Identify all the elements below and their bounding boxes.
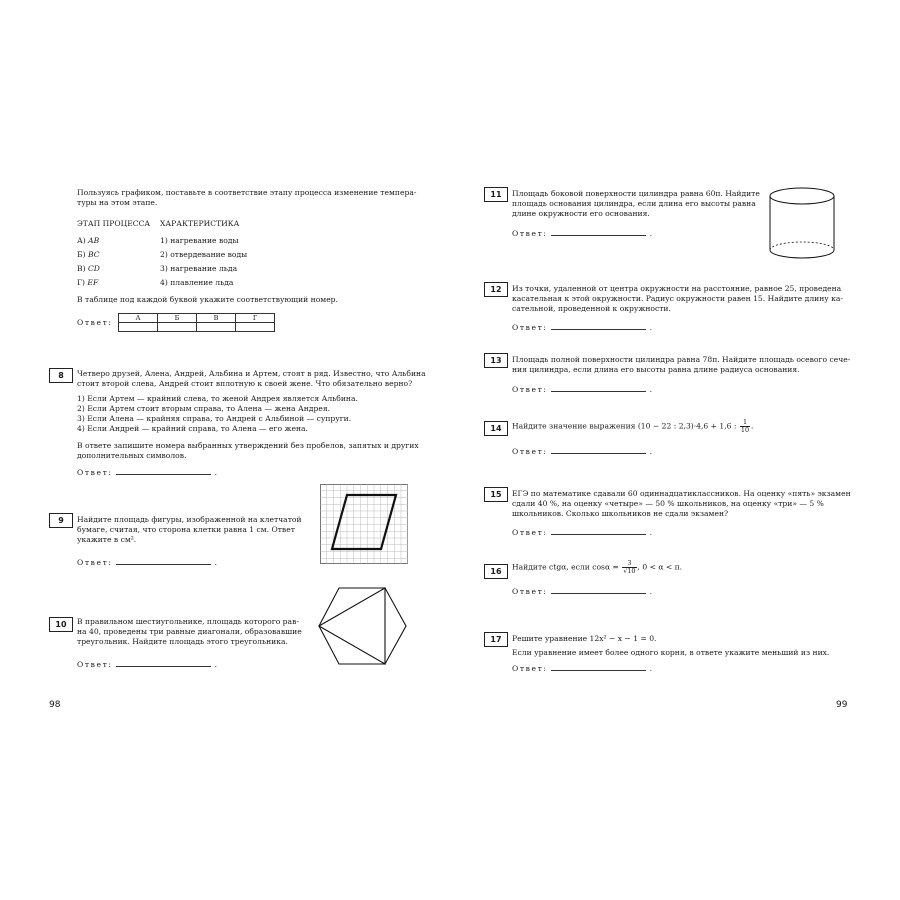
task9-answer-field[interactable] — [116, 556, 211, 565]
stage-a: А) AB — [77, 236, 100, 245]
task-number-16: 16 — [484, 564, 508, 579]
task10-answer: Ответ: . — [77, 660, 217, 669]
task7-answer-table[interactable] — [118, 313, 275, 332]
task16-text: Найдите ctgα, если cosα = $\frac{3}{√10}$ , 0 < α < π. — [512, 559, 683, 575]
task8-note-line2: дополнительных символов. — [77, 451, 187, 460]
task-number-15: 15 — [484, 487, 508, 502]
answer-cell-b[interactable] — [158, 323, 197, 332]
task10-answer-field[interactable] — [116, 658, 211, 667]
characteristic-4: 4) плавление льда — [160, 278, 234, 287]
task-number-10: 10 — [49, 617, 73, 632]
task17-answer-field[interactable] — [551, 662, 646, 671]
task14-answer: Ответ: . — [512, 447, 652, 456]
task11-text-line3: длине окружности его основания. — [512, 209, 650, 218]
task8-option-1: 1) Если Артем — крайний слева, то женой Андрея является Альбина. — [77, 394, 358, 403]
task-number-12: 12 — [484, 282, 508, 297]
task8-text-line1: Четверо друзей, Алена, Андрей, Альбина и Артем, стоят в ряд. Известно, что Альбина — [77, 369, 426, 378]
task12-text-line3: сательной, проведенной к окружности. — [512, 304, 671, 313]
stage-column-header: ЭТАП ПРОЦЕССА — [77, 219, 151, 228]
answer-cell-a[interactable] — [119, 323, 158, 332]
task8-answer: Ответ: . — [77, 468, 217, 477]
characteristic-column-header: ХАРАКТЕРИСТИКА — [160, 219, 240, 228]
task10-text-line2: на 40, проведены три равные диагонали, образовавшие — [77, 627, 302, 636]
stage-d: Г) EF — [77, 278, 99, 287]
task9-text-line2: бумаге, считая, что сторона клетки равна 1 см. Ответ — [77, 525, 295, 534]
task-number-13: 13 — [484, 353, 508, 368]
task8-option-2: 2) Если Артем стоит вторым справа, то Алена — жена Андрея. — [77, 404, 331, 413]
task11-answer: Ответ: . — [512, 229, 652, 238]
characteristic-1: 1) нагревание воды — [160, 236, 239, 245]
task12-answer-field[interactable] — [551, 321, 646, 330]
task13-answer-field[interactable] — [551, 383, 646, 392]
task-number-8: 8 — [49, 368, 73, 383]
task10-text-line3: треугольник. Найдите площадь этого треугольника. — [77, 637, 288, 646]
task8-answer-field[interactable] — [116, 466, 211, 475]
task-number-17: 17 — [484, 632, 508, 647]
task11-answer-field[interactable] — [551, 227, 646, 236]
page-number-right: 99 — [836, 700, 848, 710]
task16-fraction: $\frac{3}{√10}$ — [623, 559, 636, 575]
task12-text-line1: Из точки, удаленной от центра окружности на расстояние, равное 25, проведена — [512, 284, 842, 293]
task7-table-hint: В таблице под каждой буквой укажите соответствующий номер. — [77, 295, 338, 304]
task9-text-line3: укажите в см². — [77, 535, 137, 544]
characteristic-3: 3) нагревание льда — [160, 264, 238, 273]
task15-text-line1: ЕГЭ по математике сдавали 60 одиннадцатиклассников. На оценку «пять» экзамен — [512, 489, 851, 498]
grid-parallelogram-figure — [320, 484, 408, 564]
stage-c: В) CD — [77, 264, 100, 273]
task15-text-line3: школьников. Сколько школьников не сдали экзамен? — [512, 509, 729, 518]
task15-text-line2: сдали 40 %, на оценку «четыре» — 50 % школьников, на оценку «три» — 5 % — [512, 499, 824, 508]
task13-text-line2: ния цилиндра, если длина его высоты равна длине радиуса основания. — [512, 365, 800, 374]
task9-answer: Ответ: . — [77, 558, 217, 567]
task7-intro-line1: Пользуясь графиком, поставьте в соответствие этапу процесса изменение темпера- — [77, 188, 417, 197]
task10-text-line1: В правильном шестиугольнике, площадь которого рав- — [77, 617, 299, 626]
task12-answer: Ответ: . — [512, 323, 652, 332]
task14-answer-field[interactable] — [551, 445, 646, 454]
task8-option-4: 4) Если Андрей — крайний справа, то Алена — его жена. — [77, 424, 308, 433]
task15-answer: Ответ: . — [512, 528, 652, 537]
task15-answer-field[interactable] — [551, 526, 646, 535]
cylinder-figure — [766, 184, 838, 264]
task11-text-line1: Площадь боковой поверхности цилиндра равна 60π. Найдите — [512, 189, 760, 198]
task11-text-line2: площадь основания цилиндра, если длина его высоты равна — [512, 199, 756, 208]
answer-table-header-a: А — [119, 314, 158, 323]
answer-cell-g[interactable] — [236, 323, 275, 332]
task16-answer-field[interactable] — [551, 585, 646, 594]
task14-fraction: $\frac{1}{10}$ — [740, 418, 750, 434]
task-number-9: 9 — [49, 513, 73, 528]
task7-intro-line2: туры на этом этапе. — [77, 198, 158, 207]
answer-table-header-b: Б — [158, 314, 197, 323]
task16-answer: Ответ: . — [512, 587, 652, 596]
answer-cell-v[interactable] — [197, 323, 236, 332]
task17-text-line2: Если уравнение имеет более одного корня, в ответе укажите меньший из них. — [512, 648, 830, 657]
answer-table-header-v: В — [197, 314, 236, 323]
characteristic-2: 2) отвердевание воды — [160, 250, 248, 259]
task7-answer-label: Ответ: — [77, 318, 113, 327]
task17-answer: Ответ: . — [512, 664, 652, 673]
task8-text-line2: стоит второй слева, Андрей стоит вплотную к своей жене. Что обязательно верно? — [77, 379, 413, 388]
task17-text-line1: Решите уравнение 12x² − x − 1 = 0. — [512, 634, 657, 643]
task-number-14: 14 — [484, 421, 508, 436]
task13-answer: Ответ: . — [512, 385, 652, 394]
page-number-left: 98 — [49, 700, 61, 710]
task14-text: Найдите значение выражения (10 − 22 : 2,3)·4,6 + 1,6 : $\frac{1}{10}$ . — [512, 418, 754, 434]
task-number-11: 11 — [484, 187, 508, 202]
task9-text-line1: Найдите площадь фигуры, изображенной на клетчатой — [77, 515, 302, 524]
task12-text-line2: касательная к этой окружности. Радиус окружности равен 15. Найдите длину ка- — [512, 294, 843, 303]
task8-option-3: 3) Если Алена — крайняя справа, то Андрей с Альбиной — супруги. — [77, 414, 352, 423]
task13-text-line1: Площадь полной поверхности цилиндра равна 78π. Найдите площадь осевого сече- — [512, 355, 851, 364]
task8-note-line1: В ответе запишите номера выбранных утверждений без пробелов, запятых и других — [77, 441, 419, 450]
hexagon-triangle-figure — [316, 584, 408, 668]
stage-b: Б) BC — [77, 250, 100, 259]
answer-table-header-g: Г — [236, 314, 275, 323]
